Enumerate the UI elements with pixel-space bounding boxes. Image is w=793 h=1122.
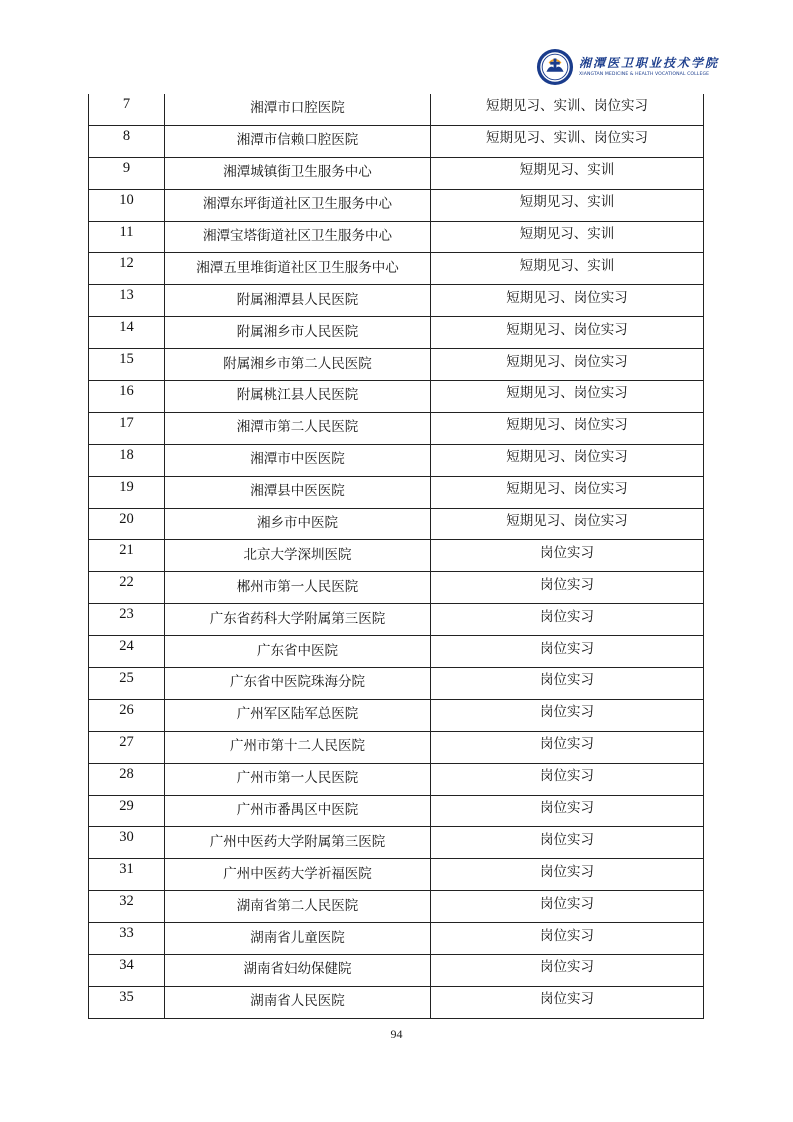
row-number-cell [89,604,165,636]
cooperation-type-cell [431,604,704,636]
institution-name: 附属湘乡市第二人民医院 [223,355,372,372]
row-number-cell [89,572,165,604]
institution-name: 广州市番禺区中医院 [236,802,359,819]
institution-name-cell [165,540,431,572]
table-row [89,572,704,604]
institution-name: 湖南省妇幼保健院 [243,961,352,978]
cooperation-type: 岗位实习 [540,800,594,817]
table-row [89,795,704,827]
row-number-cell [89,508,165,540]
cooperation-type-cell [431,125,704,157]
row-number-cell [89,157,165,189]
institution-name-cell [165,795,431,827]
institution-name: 附属桃江县人民医院 [236,387,359,404]
institution-name-cell [165,859,431,891]
institution-name: 湘乡市中医院 [257,515,338,532]
institution-name: 湘潭宝塔街道社区卫生服务中心 [203,228,392,244]
row-number: 9 [122,159,131,176]
cooperation-type: 短期见习、实训 [519,226,615,242]
table-row [89,731,704,763]
institution-name: 广州市第十二人民医院 [230,738,365,755]
row-number: 27 [119,733,134,750]
row-number: 16 [119,382,134,399]
row-number: 22 [119,574,134,591]
row-number: 23 [119,606,134,623]
table-row [89,221,704,253]
cooperation-type: 短期见习、实训、岗位实习 [486,98,648,115]
cooperation-type-cell [431,731,704,763]
institution-name-cell [165,891,431,923]
row-number-cell [89,349,165,381]
row-number: 13 [119,287,134,304]
institution-name: 附属湘乡市人民医院 [236,323,359,340]
table-row [89,125,704,157]
row-number-cell [89,827,165,859]
cooperation-type-cell [431,540,704,572]
cooperation-type: 短期见习、岗位实习 [506,289,628,306]
institution-name-cell [165,508,431,540]
row-number-cell [89,253,165,285]
cooperation-type: 岗位实习 [540,831,594,848]
cooperation-type: 岗位实习 [540,640,594,657]
page-number: 94 [390,1027,403,1041]
row-number: 12 [119,255,134,272]
table-row [89,891,704,923]
institution-name: 湘潭城镇街卫生服务中心 [223,164,372,181]
institution-name: 广州军区陆军总医院 [236,706,359,723]
row-number-cell [89,986,165,1018]
cooperation-type: 岗位实习 [540,704,594,721]
row-number-cell [89,668,165,700]
cooperation-type: 岗位实习 [540,863,594,880]
cooperation-type-cell [431,955,704,987]
row-number: 34 [119,956,134,973]
table-row [89,412,704,444]
row-number: 21 [119,542,134,559]
institution-name-cell [165,827,431,859]
institution-name-cell [165,94,431,125]
cooperation-type: 短期见习、岗位实习 [506,321,628,338]
institution-name-cell [165,731,431,763]
table-row [89,349,704,381]
cooperation-type-cell [431,285,704,317]
row-number: 15 [119,351,134,368]
table-row [89,157,704,189]
table-row [89,859,704,891]
cooperation-type: 岗位实习 [540,895,594,912]
row-number-cell [89,189,165,221]
cooperation-type: 短期见习、实训 [519,257,615,274]
institution-name-cell [165,157,431,189]
cooperation-type: 短期见习、实训 [519,162,615,179]
cooperation-type-cell [431,827,704,859]
table-body [89,94,704,1018]
row-number-cell [89,763,165,795]
practice-base-table [88,94,704,1019]
row-number-cell [89,412,165,444]
institution-name: 湘潭市信赖口腔医院 [236,132,359,149]
table-row [89,699,704,731]
table-row [89,955,704,987]
cooperation-type: 岗位实习 [540,608,594,625]
row-number: 18 [119,446,134,463]
cooperation-type-cell [431,923,704,955]
institution-name: 湘潭市第二人民医院 [236,419,359,436]
cooperation-type-cell [431,189,704,221]
row-number: 29 [119,797,134,814]
cooperation-type: 岗位实习 [540,991,594,1008]
cooperation-type-cell [431,94,704,125]
cooperation-type-cell [431,349,704,381]
row-number-cell [89,795,165,827]
cooperation-type-cell [431,317,704,349]
institution-name: 广东省中医院珠海分院 [230,674,365,691]
row-number-cell [89,699,165,731]
table-row [89,381,704,413]
row-number-cell [89,285,165,317]
row-number: 10 [119,191,134,208]
cooperation-type-cell [431,636,704,668]
cooperation-type-cell [431,157,704,189]
institution-name-cell [165,636,431,668]
row-number: 35 [119,988,134,1005]
row-number-cell [89,923,165,955]
college-emblem-icon [536,48,574,86]
cooperation-type: 短期见习、岗位实习 [506,385,628,402]
row-number: 33 [119,925,134,942]
cooperation-type: 短期见习、实训 [519,194,615,211]
cooperation-type: 岗位实习 [540,672,594,689]
row-number: 14 [119,319,134,336]
row-number: 24 [119,638,134,655]
cooperation-type-cell [431,508,704,540]
row-number-cell [89,94,165,125]
institution-name: 广州中医药大学附属第三医院 [209,833,386,850]
institution-name-cell [165,604,431,636]
cooperation-type-cell [431,572,704,604]
institution-name-cell [165,317,431,349]
cooperation-type-cell [431,221,704,253]
row-number-cell [89,476,165,508]
institution-name: 广东省中医院 [257,642,338,659]
cooperation-type: 短期见习、岗位实习 [506,481,628,498]
cooperation-type-cell [431,699,704,731]
institution-name-cell [165,125,431,157]
row-number: 8 [122,127,131,144]
row-number: 19 [119,478,134,495]
table-row [89,285,704,317]
institution-name-cell [165,476,431,508]
institution-name-cell [165,986,431,1018]
institution-name-cell [165,253,431,285]
cooperation-type: 短期见习、岗位实习 [506,353,628,370]
cooperation-type-cell [431,381,704,413]
table-row [89,636,704,668]
row-number-cell [89,636,165,668]
cooperation-type: 岗位实习 [540,576,594,593]
college-logo [536,46,720,88]
row-number: 26 [119,701,134,718]
institution-name-cell [165,381,431,413]
cooperation-type: 短期见习、岗位实习 [506,417,628,434]
row-number: 7 [122,95,131,112]
cooperation-type: 短期见习、岗位实习 [506,449,628,466]
table-row [89,604,704,636]
institution-name: 湖南省人民医院 [250,993,345,1010]
institution-name: 北京大学深圳医院 [243,546,352,563]
table-row [89,763,704,795]
row-number-cell [89,859,165,891]
college-name-en: XIANGTAN MEDICINE & HEALTH VOCATIONAL COLLEGE [579,71,710,77]
institution-name: 广州市第一人民医院 [236,770,359,787]
institution-name-cell [165,412,431,444]
table-row [89,189,704,221]
institution-name-cell [165,285,431,317]
row-number-cell [89,955,165,987]
college-name-cn: 湘潭医卫职业技术学院 [579,55,720,70]
institution-name-cell [165,955,431,987]
table-row [89,668,704,700]
table-row [89,94,704,125]
row-number: 20 [119,510,134,527]
row-number: 32 [119,893,134,910]
row-number-cell [89,125,165,157]
cooperation-type: 岗位实习 [540,768,594,785]
institution-name-cell [165,221,431,253]
cooperation-type-cell [431,253,704,285]
institution-name-cell [165,349,431,381]
cooperation-type: 短期见习、岗位实习 [506,513,628,530]
institution-name: 湘潭东坪街道社区卫生服务中心 [203,196,392,213]
institution-name-cell [165,923,431,955]
row-number: 31 [119,861,134,878]
cooperation-type: 岗位实习 [540,959,594,976]
institution-name-cell [165,189,431,221]
row-number-cell [89,731,165,763]
institution-name-cell [165,668,431,700]
row-number: 11 [119,223,134,240]
institution-name: 湘潭市口腔医院 [250,100,345,117]
cooperation-type-cell [431,986,704,1018]
cooperation-type-cell [431,412,704,444]
table-row [89,508,704,540]
table-row [89,476,704,508]
table-row [89,317,704,349]
institution-name-cell [165,763,431,795]
cooperation-type: 岗位实习 [540,544,594,561]
row-number: 30 [119,829,134,846]
institution-name: 湖南省儿童医院 [250,929,345,946]
table-row [89,923,704,955]
institution-name-cell [165,444,431,476]
institution-name: 郴州市第一人民医院 [236,578,359,595]
row-number: 28 [119,765,134,782]
cooperation-type-cell [431,795,704,827]
institution-name: 广州中医药大学祈福医院 [223,865,372,882]
cooperation-type-cell [431,476,704,508]
row-number: 17 [119,414,134,431]
institution-name: 附属湘潭县人民医院 [236,291,359,308]
cooperation-type-cell [431,668,704,700]
table-row [89,253,704,285]
table-row [89,827,704,859]
institution-name: 湘潭县中医医院 [250,483,345,500]
institution-name-cell [165,699,431,731]
table-row [89,540,704,572]
cooperation-type: 岗位实习 [540,927,594,944]
row-number-cell [89,317,165,349]
row-number-cell [89,891,165,923]
cooperation-type-cell [431,891,704,923]
cooperation-type-cell [431,763,704,795]
row-number-cell [89,221,165,253]
institution-name: 湘潭市中医医院 [250,451,345,468]
row-number-cell [89,444,165,476]
row-number-cell [89,540,165,572]
institution-name: 广东省药科大学附属第三医院 [209,610,386,627]
row-number-cell [89,381,165,413]
institution-name: 湘潭五里堆街道社区卫生服务中心 [196,259,399,276]
cooperation-type-cell [431,859,704,891]
table-row [89,986,704,1018]
cooperation-type-cell [431,444,704,476]
row-number: 25 [119,669,134,686]
cooperation-type: 短期见习、实训、岗位实习 [486,130,648,147]
table-row [89,444,704,476]
institution-name: 湖南省第二人民医院 [236,897,359,914]
institution-name-cell [165,572,431,604]
cooperation-type: 岗位实习 [540,736,594,753]
